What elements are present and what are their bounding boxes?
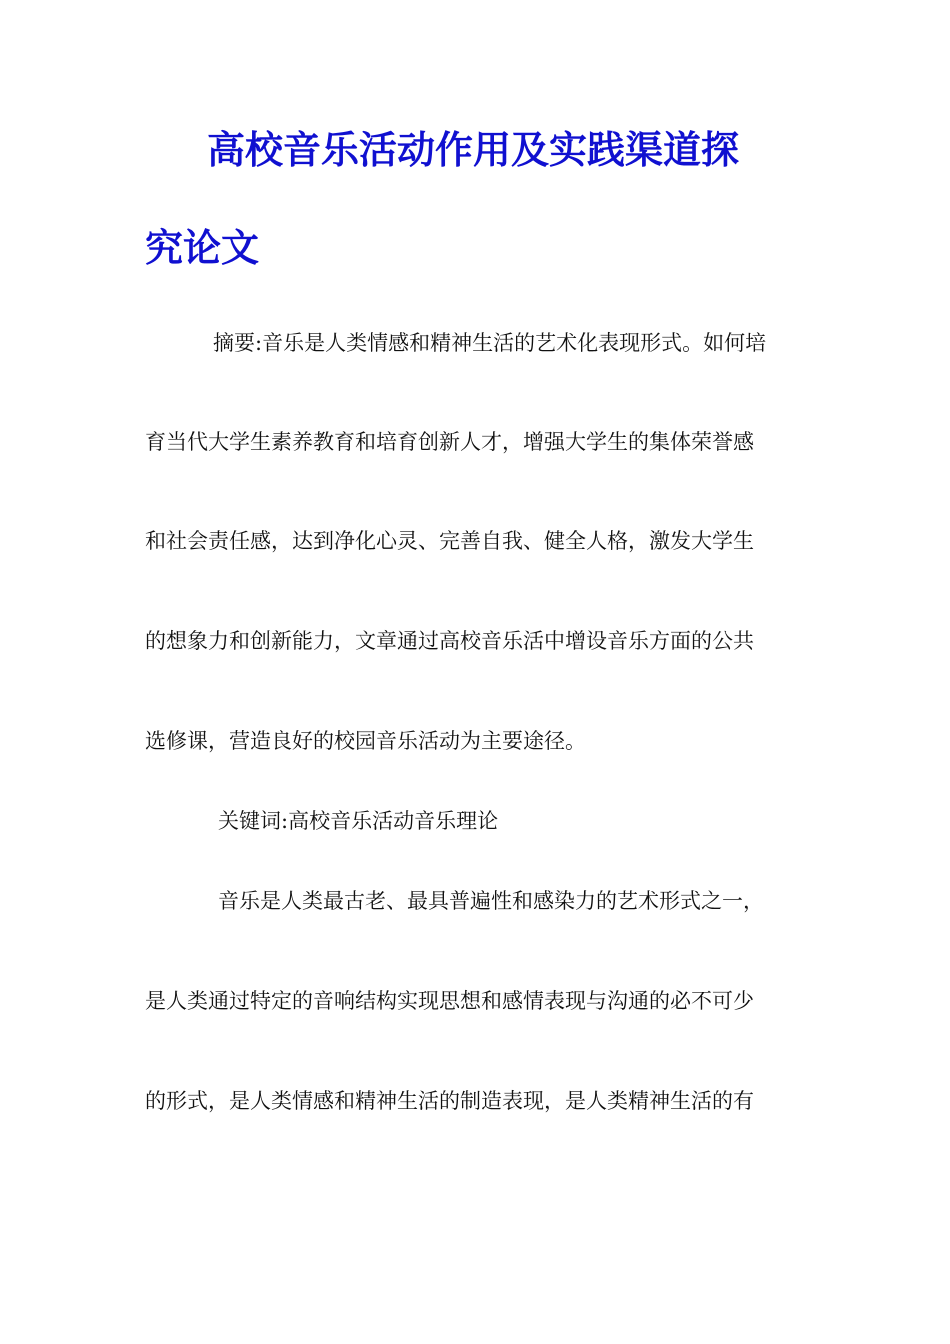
keywords-line: 关键词:高校音乐活动音乐理论 [218,809,499,833]
body-line-3: 的形式，是人类情感和精神生活的制造表现，是人类精神生活的有 [145,1089,754,1113]
abstract-line-1: 摘要:音乐是人类情感和精神生活的艺术化表现形式。如何培 [213,331,767,355]
body-line-1: 音乐是人类最古老、最具普遍性和感染力的艺术形式之一， [218,889,764,913]
document-title-line-1: 高校音乐活动作用及实践渠道探 [207,127,740,172]
abstract-line-5: 选修课，营造良好的校园音乐活动为主要途径。 [145,729,586,753]
document-title-line-2: 究论文 [145,225,260,270]
abstract-line-4: 的想象力和创新能力，文章通过高校音乐活中增设音乐方面的公共 [145,629,754,653]
abstract-line-2: 育当代大学生素养教育和培育创新人才，增强大学生的集体荣誉感 [145,430,754,454]
body-line-2: 是人类通过特定的音响结构实现思想和感情表现与沟通的必不可少 [145,989,754,1013]
abstract-line-3: 和社会责任感，达到净化心灵、完善自我、健全人格，激发大学生 [145,529,754,553]
